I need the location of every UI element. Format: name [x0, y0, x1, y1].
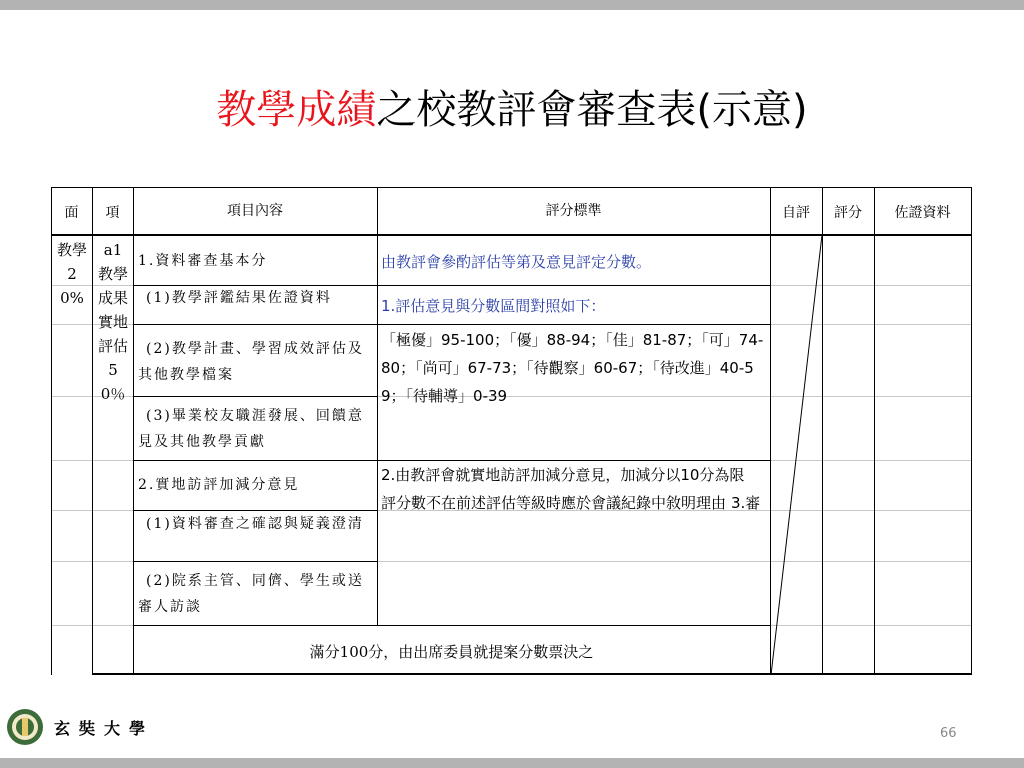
- title-highlight: 教學成績: [216, 87, 377, 133]
- header-criteria: 評分標準: [545, 203, 602, 219]
- item-label: a1教學成果實地評估50％: [97, 241, 128, 403]
- header-score: 評分: [834, 205, 862, 221]
- header-content: 項目內容: [227, 203, 283, 219]
- bottom-bar: [0, 758, 1024, 768]
- row-alumni-feedback: (3)畢業校友職涯發展、回饋意見及其他教學貢獻: [138, 408, 364, 450]
- criteria-adjustment: [381, 461, 766, 517]
- full-score-note: 滿分100分，由出席委員就提案分數票決之: [309, 643, 594, 661]
- aspect-label: 教學20%: [56, 241, 87, 307]
- diagonal-line: [770, 235, 823, 675]
- criteria-reason-note: 評分數不在前述評估等級時應於會議紀錄中敘明理由: [381, 494, 727, 512]
- header-aspect: 面: [64, 205, 79, 221]
- criteria-adjustment-text: 2.由教評會就實地訪評加減分意見，加減分以10分為限: [381, 466, 745, 484]
- criteria-adjustment-marker: 3.審: [731, 494, 761, 512]
- criteria-grade-ranges: 「極優」95-100；「優」88-94；「佳」81-87；「可」74-80；「尚可」67-73；「待觀察」60-67；「待改進」40-59；「待輔導」0-39: [381, 331, 764, 405]
- row-interviews: (2)院系主管、同儕、學生或送審人訪談: [138, 573, 364, 615]
- row-teaching-plan: (2)教學計畫、學習成效評估及其他教學檔案: [138, 341, 364, 383]
- header-self-eval: 自評: [782, 205, 810, 221]
- row-data-confirmation: (1)資料審查之確認與疑義澄清: [146, 516, 364, 532]
- university-logo-icon: [6, 708, 44, 746]
- criteria-score-ranges-title: 1.評估意見與分數區間對照如下：: [381, 297, 606, 315]
- university-name: 玄奘大學: [54, 719, 155, 738]
- page-number: 66: [940, 726, 957, 741]
- header-evidence: 佐證資料: [894, 205, 951, 221]
- header-item: 項: [105, 205, 120, 221]
- row-site-visit: 2.實地訪評加減分意見: [138, 477, 300, 493]
- row-teaching-evaluation: (1)教學評鑑結果佐證資料: [146, 290, 332, 306]
- title-rest: 之校教評會審查表(示意): [376, 87, 808, 133]
- row-basic-review: 1.資料審查基本分: [138, 253, 268, 269]
- criteria-base-score: 由教評會參酌評估等第及意見評定分數。: [381, 253, 652, 271]
